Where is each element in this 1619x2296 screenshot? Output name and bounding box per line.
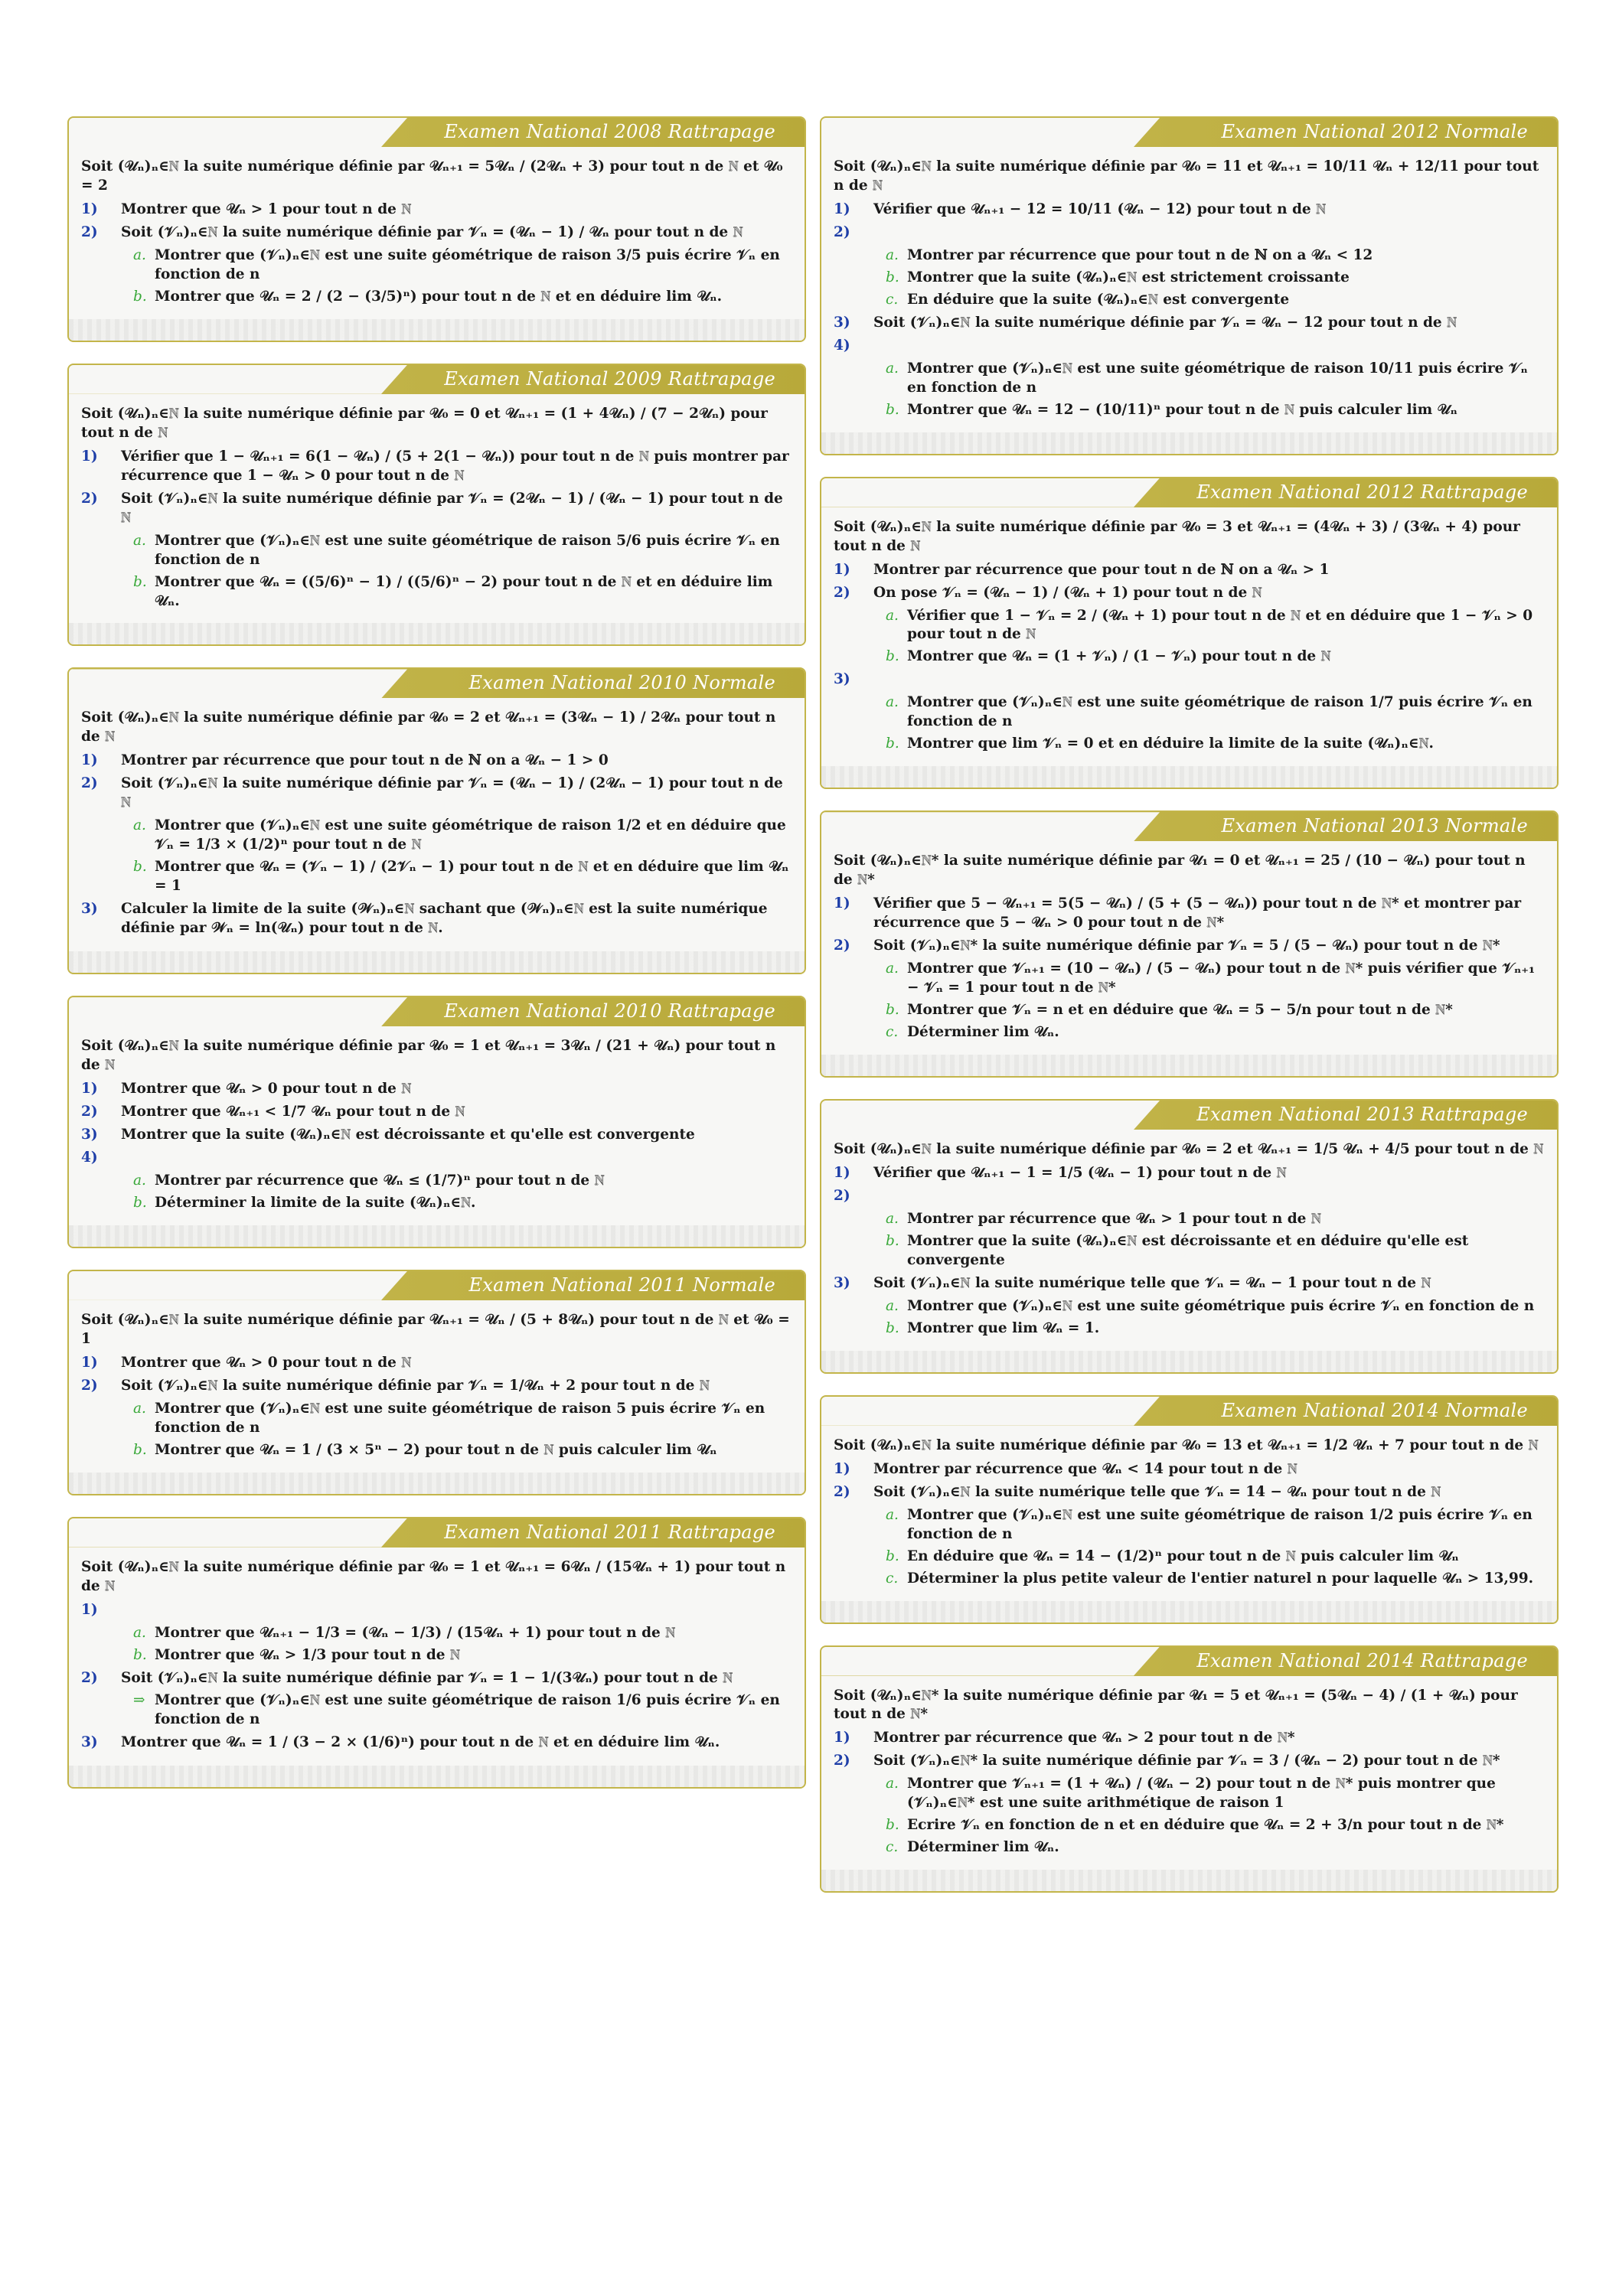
question-text: Calculer la limite de la suite (𝒲ₙ)ₙ∈ℕ sachant que (𝒲ₙ)ₙ∈ℕ est la suite numérique définie par 𝒲ₙ = ln(𝒰ₙ) pour tout n de ℕ. [121, 901, 768, 937]
sub-question-text: Déterminer la plus petite valeur de l'entier naturel n pour laquelle 𝒰ₙ > 13,99. [907, 1570, 1534, 1587]
question-text: Montrer par récurrence que pour tout n de ℕ on a 𝒰ₙ > 1 [873, 561, 1330, 578]
sub-question-text: Montrer que (𝒱ₙ)ₙ∈ℕ est une suite géométrique de raison 3/5 puis écrire 𝒱ₙ en fonction de n [155, 246, 780, 282]
exam-body [821, 1676, 1557, 1892]
question-row [834, 1274, 1545, 1293]
sub-question [886, 246, 1545, 266]
question-text: Soit (𝒱ₙ)ₙ∈ℕ la suite numérique définie par 𝒱ₙ = (𝒰ₙ − 1) / 𝒰ₙ pour tout n de ℕ [121, 223, 743, 240]
sub-question [133, 858, 792, 896]
sub-question-text: Montrer que (𝒱ₙ)ₙ∈ℕ est une suite géométrique de raison 10/11 puis écrire 𝒱ₙ en fonction de n [907, 360, 1528, 396]
exam-card [820, 116, 1559, 455]
sub-question-letter: a. [886, 1297, 899, 1314]
header-notch [69, 1518, 407, 1548]
question-number: 1) [834, 201, 850, 217]
sub-question [133, 1691, 792, 1730]
question-text: Vérifier que 5 − 𝒰ₙ₊₁ = 5(5 − 𝒰ₙ) / (5 + (5 − 𝒰ₙ)) pour tout n de ℕ* et montrer par récurrence que 5 − 𝒰ₙ > 0 pour tout n de ℕ* [873, 895, 1522, 931]
exam-intro: Soit (𝒰ₙ)ₙ∈ℕ la suite numérique définie par 𝒰₀ = 0 et 𝒰ₙ₊₁ = (1 + 4𝒰ₙ) / (7 − 2𝒰ₙ) pour tout n de ℕ [81, 405, 768, 441]
exam-title: Examen National 2013 Rattrapage [1196, 1104, 1528, 1125]
sub-question [886, 735, 1545, 754]
question-text: Vérifier que 1 − 𝒰ₙ₊₁ = 6(1 − 𝒰ₙ) / (5 + 2(1 − 𝒰ₙ)) pour tout n de ℕ puis montrer par récurrence que 1 − 𝒰ₙ > 0 pour tout n de ℕ [121, 448, 789, 484]
sub-question-letter: b. [886, 648, 899, 665]
sub-question-text: Vérifier que 1 − 𝒱ₙ = 2 / (𝒰ₙ + 1) pour tout n de ℕ et en déduire que 1 − 𝒱ₙ > 0 pour tout n de ℕ [907, 607, 1533, 643]
question-number: 1) [834, 895, 850, 912]
sub-question [886, 291, 1545, 310]
question-row [834, 937, 1545, 956]
question-text: On pose 𝒱ₙ = (𝒰ₙ − 1) / (𝒰ₙ + 1) pour tout n de ℕ [873, 584, 1262, 601]
question-number: 1) [834, 1730, 850, 1746]
question-number: 1) [834, 561, 850, 578]
exam-card-header [821, 478, 1557, 507]
question-number: 2) [834, 1483, 850, 1500]
sub-question-letter: b. [886, 1548, 899, 1564]
header-notch [69, 669, 407, 698]
question-text: Montrer que la suite (𝒰ₙ)ₙ∈ℕ est décroissante et qu'elle est convergente [121, 1127, 695, 1143]
exam-body [821, 147, 1557, 454]
sub-question-text: Montrer que 𝒱ₙ₊₁ = (1 + 𝒰ₙ) / (𝒰ₙ − 2) pour tout n de ℕ* puis montrer que (𝒱ₙ)ₙ∈ℕ* est une suite arithmétique de raison 1 [907, 1776, 1496, 1812]
question-row [81, 775, 792, 813]
question-number: 1) [81, 448, 98, 465]
sub-question-text: Montrer que 𝒰ₙ = 12 − (10/11)ⁿ pour tout n de ℕ puis calculer lim 𝒰ₙ [907, 401, 1457, 418]
sub-question-text: Montrer que la suite (𝒰ₙ)ₙ∈ℕ est strictement croissante [907, 269, 1350, 285]
question-row [81, 1080, 792, 1099]
sub-question [886, 1001, 1545, 1020]
header-notch [69, 118, 407, 147]
sub-question-letter: a. [886, 1210, 899, 1227]
question-text: Montrer par récurrence que 𝒰ₙ > 2 pour tout n de ℕ* [873, 1730, 1295, 1746]
sub-question [886, 1319, 1545, 1339]
question-text: Soit (𝒱ₙ)ₙ∈ℕ la suite numérique définie par 𝒱ₙ = 1/𝒰ₙ + 2 pour tout n de ℕ [121, 1377, 710, 1394]
exam-intro: Soit (𝒰ₙ)ₙ∈ℕ la suite numérique définie par 𝒰₀ = 3 et 𝒰ₙ₊₁ = (4𝒰ₙ + 3) / (3𝒰ₙ + 4) pour tout n de ℕ [834, 518, 1520, 554]
sub-question [886, 1816, 1545, 1835]
header-notch [821, 478, 1160, 507]
question-number: 1) [81, 201, 98, 217]
sub-question-letter: b. [133, 1194, 147, 1211]
left-column [67, 116, 806, 1810]
question-number: 2) [81, 1669, 98, 1686]
question-row [81, 1354, 792, 1373]
header-notch [821, 1101, 1160, 1130]
question-number: 2) [81, 490, 98, 507]
question-row [81, 1669, 792, 1688]
question-row [81, 1377, 792, 1396]
sub-question-letter: c. [886, 1839, 899, 1856]
question-row [834, 584, 1545, 603]
sub-question [886, 1232, 1545, 1270]
exam-card [820, 1395, 1559, 1624]
sub-question-text: Montrer que 𝒰ₙ = 1 / (3 × 5ⁿ − 2) pour tout n de ℕ puis calculer lim 𝒰ₙ [155, 1441, 717, 1458]
sub-question-letter: b. [886, 735, 899, 752]
question-row [834, 1729, 1545, 1748]
sub-question-text: Montrer par récurrence que 𝒰ₙ ≤ (1/7)ⁿ pour tout n de ℕ [155, 1172, 605, 1189]
sub-question-text: Montrer que (𝒱ₙ)ₙ∈ℕ est une suite géométrique de raison 5/6 puis écrire 𝒱ₙ en fonction de n [155, 532, 780, 568]
sub-question-letter: c. [886, 1570, 899, 1587]
question-row [81, 490, 792, 528]
sub-question-letter: ⇒ [133, 1692, 145, 1709]
exam-card-header [69, 1518, 805, 1548]
sub-question [133, 288, 792, 307]
sub-question-letter: a. [886, 1776, 899, 1792]
exam-intro: Soit (𝒰ₙ)ₙ∈ℕ la suite numérique définie par 𝒰₀ = 1 et 𝒰ₙ₊₁ = 3𝒰ₙ / (21 + 𝒰ₙ) pour tout n de ℕ [81, 1038, 776, 1074]
exam-title: Examen National 2012 Rattrapage [1196, 481, 1528, 503]
sub-question-text: Montrer que (𝒱ₙ)ₙ∈ℕ est une suite géométrique de raison 5 puis écrire 𝒱ₙ en fonction de n [155, 1400, 765, 1436]
sub-question [886, 401, 1545, 420]
question-text: Vérifier que 𝒰ₙ₊₁ − 1 = 1/5 (𝒰ₙ − 1) pour tout n de ℕ [873, 1164, 1287, 1181]
sub-question [133, 1172, 792, 1191]
question-number: 2) [81, 223, 98, 240]
question-row [834, 1460, 1545, 1479]
exam-title: Examen National 2014 Rattrapage [1196, 1649, 1528, 1671]
sub-question [886, 1023, 1545, 1042]
question-text: Montrer par récurrence que pour tout n de ℕ on a 𝒰ₙ − 1 > 0 [121, 752, 609, 769]
question-number: 3) [81, 901, 98, 918]
sub-question-letter: c. [886, 291, 899, 308]
sub-question-letter: b. [886, 401, 899, 418]
sub-question-text: Montrer que (𝒱ₙ)ₙ∈ℕ est une suite géométrique de raison 1/6 puis écrire 𝒱ₙ en fonction de n [155, 1692, 780, 1728]
question-text: Soit (𝒱ₙ)ₙ∈ℕ la suite numérique définie par 𝒱ₙ = (𝒰ₙ − 1) / (2𝒰ₙ − 1) pour tout n de ℕ [121, 775, 783, 811]
header-notch [69, 1271, 407, 1300]
question-number: 4) [81, 1149, 98, 1166]
exam-intro: Soit (𝒰ₙ)ₙ∈ℕ la suite numérique définie par 𝒰₀ = 13 et 𝒰ₙ₊₁ = 1/2 𝒰ₙ + 7 pour tout n de ℕ [834, 1437, 1539, 1453]
exam-body [821, 841, 1557, 1076]
exam-card [67, 1270, 806, 1495]
sub-question [886, 360, 1545, 398]
question-text: Montrer par récurrence que 𝒰ₙ < 14 pour tout n de ℕ [873, 1460, 1297, 1477]
exam-card-header [821, 1647, 1557, 1676]
question-number: 1) [81, 1601, 98, 1618]
exam-card [67, 996, 806, 1248]
question-number: 1) [834, 1460, 850, 1477]
question-text: Montrer que 𝒰ₙ > 1 pour tout n de ℕ [121, 201, 412, 217]
sub-question [886, 1570, 1545, 1589]
question-row [81, 201, 792, 220]
sub-question [886, 1548, 1545, 1567]
exam-card-header [69, 1271, 805, 1300]
question-number: 1) [81, 1081, 98, 1097]
question-text: Soit (𝒱ₙ)ₙ∈ℕ la suite numérique définie par 𝒱ₙ = (2𝒰ₙ − 1) / (𝒰ₙ − 1) pour tout n de ℕ [121, 490, 783, 526]
sub-question-letter: c. [886, 1024, 899, 1041]
question-number: 4) [834, 337, 850, 354]
question-number: 2) [834, 1753, 850, 1769]
exam-card [67, 364, 806, 647]
question-row [81, 752, 792, 771]
sub-question-letter: a. [886, 246, 899, 263]
sub-question [886, 1838, 1545, 1857]
sub-question [886, 269, 1545, 288]
question-row [81, 1149, 792, 1168]
question-number: 2) [81, 1377, 98, 1394]
sub-question [133, 1646, 792, 1665]
exam-title: Examen National 2008 Rattrapage [444, 121, 775, 142]
sub-question-letter: a. [886, 360, 899, 377]
exam-card [67, 667, 806, 974]
sub-question [886, 1297, 1545, 1316]
sub-question-letter: b. [133, 573, 147, 590]
question-row [834, 314, 1545, 333]
exam-card [67, 1517, 806, 1789]
header-notch [821, 812, 1160, 841]
exam-body [69, 1548, 805, 1788]
question-row [834, 1483, 1545, 1502]
exam-body [69, 394, 805, 645]
sub-question-letter: b. [886, 1232, 899, 1249]
sub-question-letter: b. [886, 269, 899, 285]
question-number: 3) [834, 1274, 850, 1291]
question-row [81, 1601, 792, 1620]
sub-question-text: Montrer que lim 𝒰ₙ = 1. [907, 1319, 1100, 1336]
header-notch [821, 118, 1160, 147]
question-number: 1) [81, 1354, 98, 1371]
question-text: Soit (𝒱ₙ)ₙ∈ℕ* la suite numérique définie par 𝒱ₙ = 3 / (𝒰ₙ − 2) pour tout n de ℕ* [873, 1753, 1500, 1769]
exam-intro: Soit (𝒰ₙ)ₙ∈ℕ la suite numérique définie par 𝒰₀ = 11 et 𝒰ₙ₊₁ = 10/11 𝒰ₙ + 12/11 pour tout n de ℕ [834, 158, 1539, 194]
question-row [834, 1164, 1545, 1183]
sub-question-letter: b. [886, 1817, 899, 1834]
question-row [81, 1126, 792, 1145]
question-number: 1) [834, 1164, 850, 1181]
exam-intro: Soit (𝒰ₙ)ₙ∈ℕ la suite numérique définie par 𝒰ₙ₊₁ = 𝒰ₙ / (5 + 8𝒰ₙ) pour tout n de ℕ et 𝒰₀ = 1 [81, 1311, 790, 1347]
sub-question-letter: b. [133, 1646, 147, 1663]
sub-question-text: Montrer que 𝒰ₙ = ((5/6)ⁿ − 1) / ((5/6)ⁿ − 2) pour tout n de ℕ et en déduire lim 𝒰ₙ. [155, 573, 773, 609]
sub-question [886, 1775, 1545, 1813]
question-number: 2) [834, 938, 850, 954]
question-text: Montrer que 𝒰ₙ > 0 pour tout n de ℕ [121, 1081, 412, 1097]
exam-card-header [69, 997, 805, 1026]
question-text: Montrer que 𝒰ₙ = 1 / (3 − 2 × (1/6)ⁿ) pour tout n de ℕ et en déduire lim 𝒰ₙ. [121, 1734, 720, 1751]
question-row [834, 1752, 1545, 1771]
exam-body [69, 698, 805, 973]
exam-body [69, 1300, 805, 1494]
exam-card [820, 1645, 1559, 1893]
sub-question-letter: a. [133, 1172, 146, 1189]
sub-question-text: En déduire que la suite (𝒰ₙ)ₙ∈ℕ est convergente [907, 291, 1290, 308]
exam-card-header [69, 669, 805, 698]
sub-question-text: Ecrire 𝒱ₙ en fonction de n et en déduire que 𝒰ₙ = 2 + 3/n pour tout n de ℕ* [907, 1817, 1504, 1834]
exam-title: Examen National 2011 Rattrapage [444, 1521, 775, 1543]
exam-card [67, 116, 806, 342]
sub-question [886, 960, 1545, 998]
sub-question-text: Montrer que 𝒰ₙ = 2 / (2 − (3/5)ⁿ) pour tout n de ℕ et en déduire lim 𝒰ₙ. [155, 288, 723, 305]
header-notch [821, 1397, 1160, 1426]
exam-body [821, 507, 1557, 788]
sub-question-text: Montrer que lim 𝒱ₙ = 0 et en déduire la limite de la suite (𝒰ₙ)ₙ∈ℕ. [907, 735, 1434, 752]
question-number: 2) [834, 1187, 850, 1204]
sub-question [133, 532, 792, 570]
sub-question [133, 1400, 792, 1438]
question-number: 2) [834, 584, 850, 601]
header-notch [69, 365, 407, 394]
sub-question-text: Montrer que (𝒱ₙ)ₙ∈ℕ est une suite géométrique de raison 1/2 et en déduire que 𝒱ₙ = 1/3 × (1/2)ⁿ pour tout n de ℕ [155, 817, 786, 853]
question-number: 2) [81, 775, 98, 792]
sub-question-text: En déduire que 𝒰ₙ = 14 − (1/2)ⁿ pour tout n de ℕ puis calculer lim 𝒰ₙ [907, 1548, 1459, 1564]
sub-question-letter: b. [133, 859, 147, 876]
question-text: Montrer que 𝒰ₙ > 0 pour tout n de ℕ [121, 1354, 412, 1371]
sub-question [886, 693, 1545, 732]
sub-question-letter: a. [886, 694, 899, 711]
sub-question [886, 1506, 1545, 1544]
question-row [834, 895, 1545, 933]
sub-question-text: Montrer que 𝒰ₙ = (1 + 𝒱ₙ) / (1 − 𝒱ₙ) pour tout n de ℕ [907, 648, 1331, 665]
header-notch [821, 1647, 1160, 1676]
sub-question [133, 1624, 792, 1643]
sub-question-text: Montrer que 𝒰ₙ > 1/3 pour tout n de ℕ [155, 1646, 460, 1663]
sub-question-text: Montrer par récurrence que 𝒰ₙ > 1 pour tout n de ℕ [907, 1210, 1321, 1227]
sub-question-letter: a. [133, 246, 146, 263]
question-row [834, 1187, 1545, 1206]
exam-title: Examen National 2009 Rattrapage [444, 367, 775, 390]
question-row [81, 448, 792, 486]
sub-question-text: Montrer que 𝒰ₙ = (𝒱ₙ − 1) / (2𝒱ₙ − 1) pour tout n de ℕ et en déduire que lim 𝒰ₙ = 1 [155, 859, 789, 895]
exam-card-header [821, 118, 1557, 147]
sub-question-text: Montrer que (𝒱ₙ)ₙ∈ℕ est une suite géométrique puis écrire 𝒱ₙ en fonction de n [907, 1297, 1535, 1314]
exam-intro: Soit (𝒰ₙ)ₙ∈ℕ* la suite numérique définie par 𝒰₁ = 5 et 𝒰ₙ₊₁ = (5𝒰ₙ − 4) / (1 + 𝒰ₙ) pour tout n de ℕ* [834, 1687, 1518, 1723]
sub-question-text: Déterminer lim 𝒰ₙ. [907, 1839, 1059, 1856]
exam-card-header [821, 1397, 1557, 1426]
question-text: Montrer que 𝒰ₙ₊₁ < 1/7 𝒰ₙ pour tout n de ℕ [121, 1104, 465, 1120]
question-text: Vérifier que 𝒰ₙ₊₁ − 12 = 10/11 (𝒰ₙ − 12) pour tout n de ℕ [873, 201, 1327, 217]
question-row [81, 900, 792, 938]
exam-card [820, 477, 1559, 790]
exam-title: Examen National 2012 Normale [1221, 121, 1528, 142]
sub-question-letter: a. [133, 1400, 146, 1417]
exam-body [69, 1026, 805, 1247]
sub-question-text: Déterminer lim 𝒰ₙ. [907, 1024, 1059, 1041]
sub-question [886, 647, 1545, 667]
question-number: 1) [81, 752, 98, 769]
exam-title: Examen National 2010 Rattrapage [444, 1000, 775, 1022]
sub-question-letter: b. [886, 1002, 899, 1019]
sub-question [886, 607, 1545, 645]
question-number: 2) [834, 223, 850, 240]
question-row [81, 1733, 792, 1753]
sub-question-letter: b. [133, 288, 147, 305]
exam-intro: Soit (𝒰ₙ)ₙ∈ℕ la suite numérique définie par 𝒰₀ = 2 et 𝒰ₙ₊₁ = 1/5 𝒰ₙ + 4/5 pour tout n de ℕ [834, 1141, 1544, 1157]
question-number: 3) [81, 1127, 98, 1143]
question-number: 2) [81, 1104, 98, 1120]
exam-intro: Soit (𝒰ₙ)ₙ∈ℕ* la suite numérique définie par 𝒰₁ = 0 et 𝒰ₙ₊₁ = 25 / (10 − 𝒰ₙ) pour tout n de ℕ* [834, 853, 1526, 889]
exam-card-header [69, 118, 805, 147]
question-text: Soit (𝒱ₙ)ₙ∈ℕ la suite numérique telle que 𝒱ₙ = 14 − 𝒰ₙ pour tout n de ℕ [873, 1483, 1441, 1500]
sub-question-letter: a. [886, 1506, 899, 1523]
sub-question-letter: b. [886, 1319, 899, 1336]
question-number: 3) [834, 314, 850, 331]
sub-question [133, 1194, 792, 1213]
question-row [834, 223, 1545, 243]
sub-question [886, 1210, 1545, 1229]
sub-question-text: Montrer que 𝒱ₙ₊₁ = (10 − 𝒰ₙ) / (5 − 𝒰ₙ) pour tout n de ℕ* puis vérifier que 𝒱ₙ₊₁ − 𝒱ₙ = 1 pour tout n de ℕ* [907, 960, 1536, 996]
exam-card [820, 810, 1559, 1078]
exam-title: Examen National 2013 Normale [1221, 815, 1528, 837]
sub-question [133, 246, 792, 285]
exam-body [821, 1426, 1557, 1623]
sub-question-text: Montrer que 𝒱ₙ = n et en déduire que 𝒰ₙ = 5 − 5/n pour tout n de ℕ* [907, 1002, 1453, 1019]
sub-question-text: Montrer que (𝒱ₙ)ₙ∈ℕ est une suite géométrique de raison 1/7 puis écrire 𝒱ₙ en fonction de n [907, 694, 1533, 730]
sub-question-letter: a. [133, 532, 146, 549]
sub-question-text: Montrer par récurrence que pour tout n de ℕ on a 𝒰ₙ < 12 [907, 246, 1373, 263]
exam-title: Examen National 2010 Normale [468, 672, 775, 694]
question-text: Soit (𝒱ₙ)ₙ∈ℕ la suite numérique définie par 𝒱ₙ = 1 − 1/(3𝒰ₙ) pour tout n de ℕ [121, 1669, 733, 1686]
exam-card-header [821, 812, 1557, 841]
right-column [820, 116, 1559, 1914]
exam-card [820, 1099, 1559, 1374]
exam-card-header [821, 1101, 1557, 1130]
sub-question-letter: a. [133, 1624, 146, 1641]
exam-intro: Soit (𝒰ₙ)ₙ∈ℕ la suite numérique définie par 𝒰₀ = 2 et 𝒰ₙ₊₁ = (3𝒰ₙ − 1) / 2𝒰ₙ pour tout n de ℕ [81, 709, 776, 745]
sub-question-text: Montrer que 𝒰ₙ₊₁ − 1/3 = (𝒰ₙ − 1/3) / (15𝒰ₙ + 1) pour tout n de ℕ [155, 1624, 676, 1641]
question-row [834, 670, 1545, 690]
exam-body [821, 1130, 1557, 1372]
exam-title: Examen National 2014 Normale [1221, 1399, 1528, 1421]
sub-question-text: Déterminer la limite de la suite (𝒰ₙ)ₙ∈ℕ. [155, 1194, 476, 1211]
question-text: Soit (𝒱ₙ)ₙ∈ℕ* la suite numérique définie par 𝒱ₙ = 5 / (5 − 𝒰ₙ) pour tout n de ℕ* [873, 938, 1500, 954]
sub-question-letter: b. [133, 1441, 147, 1458]
sub-question-letter: a. [886, 607, 899, 624]
exam-intro: Soit (𝒰ₙ)ₙ∈ℕ la suite numérique définie par 𝒰ₙ₊₁ = 5𝒰ₙ / (2𝒰ₙ + 3) pour tout n de ℕ et 𝒰₀ = 2 [81, 158, 783, 194]
exam-body [69, 147, 805, 341]
question-row [81, 1103, 792, 1122]
sub-question-text: Montrer que la suite (𝒰ₙ)ₙ∈ℕ est décroissante et en déduire qu'elle est convergente [907, 1232, 1469, 1268]
header-notch [69, 997, 407, 1026]
sub-question-text: Montrer que (𝒱ₙ)ₙ∈ℕ est une suite géométrique de raison 1/2 puis écrire 𝒱ₙ en fonction de n [907, 1506, 1533, 1542]
question-row [834, 561, 1545, 580]
exam-title: Examen National 2011 Normale [468, 1274, 775, 1296]
question-number: 3) [81, 1734, 98, 1751]
sub-question-letter: a. [886, 960, 899, 977]
exam-intro: Soit (𝒰ₙ)ₙ∈ℕ la suite numérique définie par 𝒰₀ = 1 et 𝒰ₙ₊₁ = 6𝒰ₙ / (15𝒰ₙ + 1) pour tout n de ℕ [81, 1558, 786, 1594]
sub-question [133, 573, 792, 612]
sub-question [133, 817, 792, 855]
question-text: Soit (𝒱ₙ)ₙ∈ℕ la suite numérique définie par 𝒱ₙ = 𝒰ₙ − 12 pour tout n de ℕ [873, 314, 1457, 331]
question-number: 3) [834, 671, 850, 688]
question-text: Soit (𝒱ₙ)ₙ∈ℕ la suite numérique telle que 𝒱ₙ = 𝒰ₙ − 1 pour tout n de ℕ [873, 1274, 1431, 1291]
question-row [834, 201, 1545, 220]
question-row [834, 337, 1545, 356]
exam-card-header [69, 365, 805, 394]
sub-question-letter: a. [133, 817, 146, 834]
sub-question [133, 1441, 792, 1460]
question-row [81, 223, 792, 243]
